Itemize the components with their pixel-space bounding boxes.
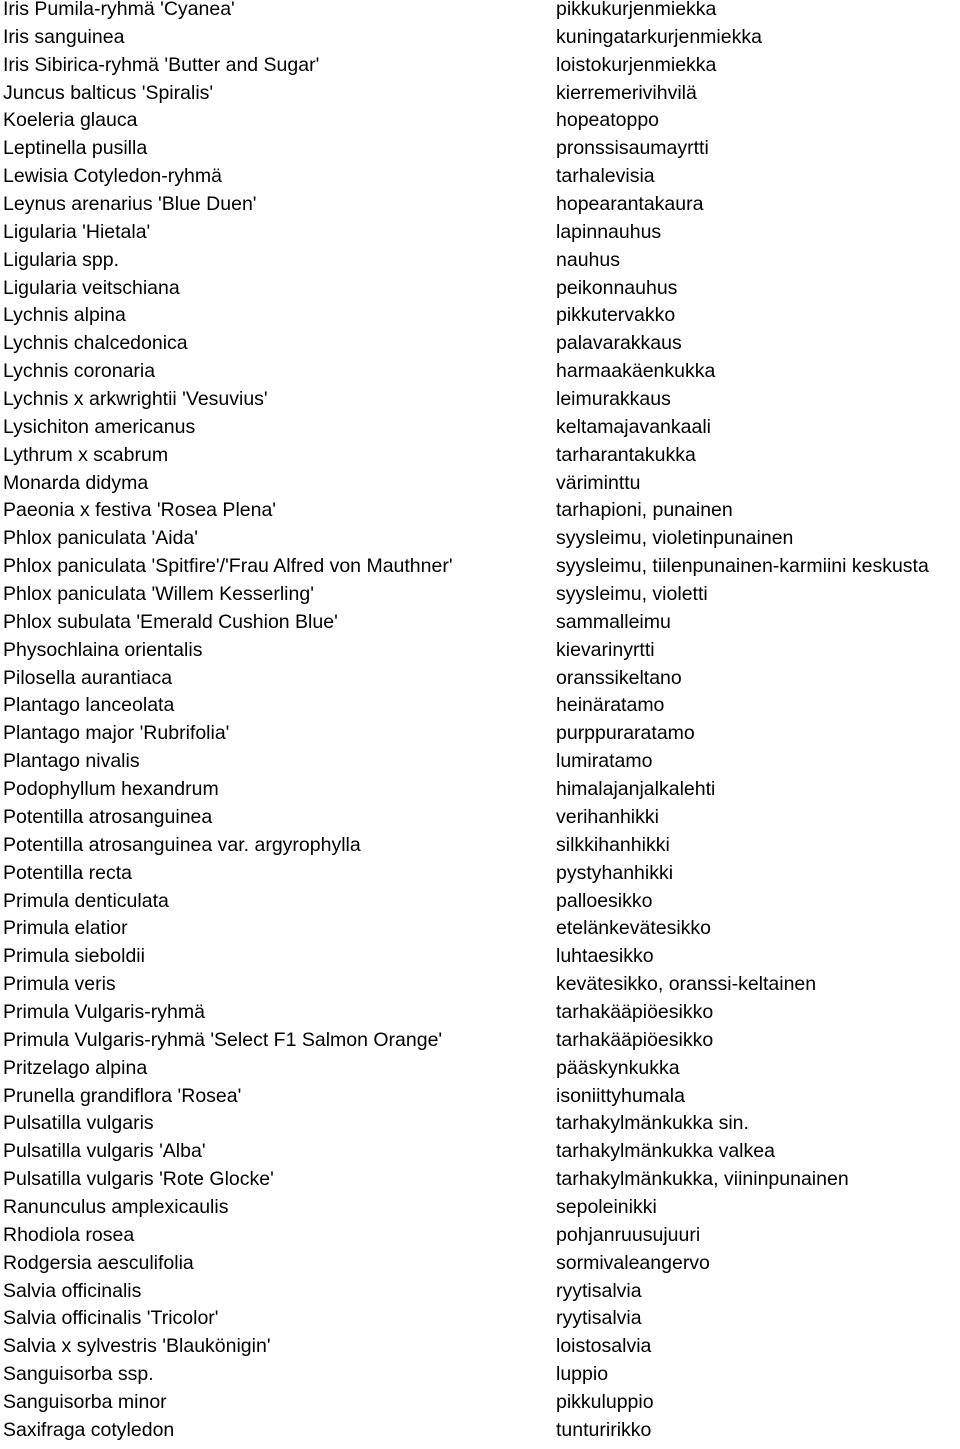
list-item bbox=[0, 696, 960, 724]
latin-name: Primula Vulgaris-ryhmä bbox=[3, 1002, 205, 1023]
list-item bbox=[0, 1003, 960, 1031]
list-item bbox=[0, 56, 960, 84]
latin-name: Pulsatilla vulgaris 'Rote Glocke' bbox=[3, 1170, 274, 1190]
finnish-name: pikkukurjenmiekka bbox=[556, 0, 717, 20]
finnish-name: kievarinyrtti bbox=[556, 640, 655, 661]
finnish-name: tarhapioni, punainen bbox=[556, 501, 733, 521]
latin-name: Ranunculus amplexicaulis bbox=[3, 1197, 229, 1218]
list-item bbox=[0, 864, 960, 892]
list-item bbox=[0, 28, 960, 56]
latin-name: Leptinella pusilla bbox=[3, 139, 148, 159]
finnish-name: tarhakylmänkukka, viininpunainen bbox=[556, 1170, 849, 1190]
latin-name: Primula veris bbox=[3, 975, 116, 995]
list-item bbox=[0, 1114, 960, 1142]
finnish-name: heinäratamo bbox=[556, 696, 665, 716]
list-item bbox=[0, 167, 960, 195]
list-item bbox=[0, 529, 960, 557]
list-item bbox=[0, 669, 960, 697]
latin-name: Potentilla atrosanguinea var. argyrophylla bbox=[3, 835, 361, 856]
latin-name: Phlox paniculata 'Willem Kesserling' bbox=[3, 585, 314, 605]
latin-name: Prunella grandiflora 'Rosea' bbox=[3, 1086, 242, 1107]
finnish-name: verihanhikki bbox=[556, 807, 659, 828]
latin-name: Phlox paniculata 'Spitfire'/'Frau Alfred von Mauthner' bbox=[3, 557, 453, 577]
finnish-name: purppuraratamo bbox=[556, 724, 695, 744]
finnish-name: loistokurjenmiekka bbox=[556, 55, 717, 76]
latin-name: Phlox subulata 'Emerald Cushion Blue' bbox=[3, 612, 338, 633]
list-item bbox=[0, 947, 960, 975]
latin-name: Rodgersia aesculifolia bbox=[3, 1253, 194, 1274]
latin-name: Podophyllum hexandrum bbox=[3, 780, 219, 800]
list-item bbox=[0, 1282, 960, 1310]
finnish-name: luppio bbox=[556, 1365, 609, 1385]
finnish-name: tarhakylmänkukka sin. bbox=[556, 1114, 749, 1134]
latin-name: Plantago nivalis bbox=[3, 752, 140, 772]
list-item bbox=[0, 0, 960, 28]
latin-name: Salvia officinalis bbox=[3, 1281, 142, 1302]
latin-name: Physochlaina orientalis bbox=[3, 640, 203, 661]
finnish-name: isoniittyhumala bbox=[556, 1086, 685, 1107]
finnish-name: tarhakääpiöesikko bbox=[556, 1002, 714, 1023]
finnish-name: nauhus bbox=[556, 250, 620, 271]
latin-name: Pulsatilla vulgaris bbox=[3, 1114, 154, 1134]
latin-name: Lychnis alpina bbox=[3, 306, 126, 326]
latin-name: Lychnis coronaria bbox=[3, 362, 156, 382]
finnish-name: tarhakääpiöesikko bbox=[556, 1030, 714, 1051]
finnish-name: tarhakylmänkukka valkea bbox=[556, 1142, 775, 1162]
latin-name: Lythrum x scabrum bbox=[3, 445, 169, 466]
latin-name: Lewisia Cotyledon-ryhmä bbox=[3, 167, 222, 187]
finnish-name: syysleimu, violetinpunainen bbox=[556, 529, 794, 549]
latin-name: Leynus arenarius 'Blue Duen' bbox=[3, 195, 257, 215]
latin-name: Plantago lanceolata bbox=[3, 696, 175, 716]
finnish-name: kuningatarkurjenmiekka bbox=[556, 27, 762, 48]
latin-name: Plantago major 'Rubrifolia' bbox=[3, 724, 230, 744]
latin-name: Phlox paniculata 'Aida' bbox=[3, 529, 198, 549]
latin-name: Potentilla recta bbox=[3, 863, 132, 884]
latin-name: Lychnis chalcedonica bbox=[3, 334, 188, 354]
list-item bbox=[0, 1393, 960, 1421]
list-item bbox=[0, 1087, 960, 1115]
finnish-name: leimurakkaus bbox=[556, 390, 671, 410]
finnish-name: syysleimu, violetti bbox=[556, 585, 708, 605]
finnish-name: hopearantakaura bbox=[556, 195, 704, 215]
finnish-name: kevätesikko, oranssi-keltainen bbox=[556, 975, 817, 995]
finnish-name: syysleimu, tiilenpunainen-karmiini keskusta bbox=[556, 557, 929, 577]
list-item bbox=[0, 334, 960, 362]
list-item bbox=[0, 1198, 960, 1226]
latin-name: Koeleria glauca bbox=[3, 111, 138, 131]
list-item bbox=[0, 1254, 960, 1282]
finnish-name: pronssisaumayrtti bbox=[556, 139, 709, 159]
finnish-name: keltamajavankaali bbox=[556, 417, 712, 438]
list-item bbox=[0, 1309, 960, 1337]
list-item bbox=[0, 975, 960, 1003]
list-item bbox=[0, 111, 960, 139]
list-item bbox=[0, 390, 960, 418]
list-item bbox=[0, 1031, 960, 1059]
finnish-name: pääskynkukka bbox=[556, 1058, 680, 1079]
finnish-name: pohjanruusujuuri bbox=[556, 1225, 701, 1246]
finnish-name: etelänkevätesikko bbox=[556, 919, 712, 939]
latin-name: Salvia x sylvestris 'Blaukönigin' bbox=[3, 1337, 271, 1357]
finnish-name: palavarakkaus bbox=[556, 334, 682, 354]
finnish-name: pystyhanhikki bbox=[556, 863, 674, 884]
list-item bbox=[0, 1170, 960, 1198]
list-item bbox=[0, 641, 960, 669]
latin-name: Ligularia veitschiana bbox=[3, 278, 180, 299]
list-item bbox=[0, 418, 960, 446]
list-item bbox=[0, 1365, 960, 1393]
list-item bbox=[0, 724, 960, 752]
list-item bbox=[0, 557, 960, 585]
finnish-name: lapinnauhus bbox=[556, 222, 662, 243]
finnish-name: väriminttu bbox=[556, 473, 641, 494]
list-item bbox=[0, 808, 960, 836]
list-item bbox=[0, 836, 960, 864]
latin-name: Iris Sibirica-ryhmä 'Butter and Sugar' bbox=[3, 55, 320, 76]
finnish-name: luhtaesikko bbox=[556, 947, 654, 967]
list-item bbox=[0, 279, 960, 307]
latin-name: Primula denticulata bbox=[3, 891, 169, 911]
list-item bbox=[0, 251, 960, 279]
latin-name: Primula sieboldii bbox=[3, 947, 145, 967]
finnish-name: tunturirikko bbox=[556, 1420, 652, 1441]
finnish-name: tarhalevisia bbox=[556, 167, 655, 187]
latin-name: Ligularia 'Hietala' bbox=[3, 222, 151, 243]
list-item bbox=[0, 752, 960, 780]
finnish-name: sormivaleangervo bbox=[556, 1253, 710, 1274]
latin-name: Pilosella aurantiaca bbox=[3, 668, 173, 689]
latin-name: Lychnis x arkwrightii 'Vesuvius' bbox=[3, 390, 268, 410]
finnish-name: oranssikeltano bbox=[556, 668, 682, 689]
list-item bbox=[0, 919, 960, 947]
list-item bbox=[0, 1059, 960, 1087]
latin-name: Pritzelago alpina bbox=[3, 1058, 148, 1079]
latin-name: Saxifraga cotyledon bbox=[3, 1420, 175, 1441]
latin-name: Ligularia spp. bbox=[3, 250, 119, 271]
latin-name: Lysichiton americanus bbox=[3, 417, 196, 438]
latin-name: Rhodiola rosea bbox=[3, 1225, 135, 1246]
finnish-name: pikkutervakko bbox=[556, 306, 676, 326]
latin-name: Pulsatilla vulgaris 'Alba' bbox=[3, 1142, 206, 1162]
finnish-name: sammalleimu bbox=[556, 612, 671, 633]
list-item bbox=[0, 474, 960, 502]
latin-name: Primula elatior bbox=[3, 919, 128, 939]
list-item bbox=[0, 585, 960, 613]
finnish-name: lumiratamo bbox=[556, 752, 653, 772]
latin-name: Iris Pumila-ryhmä 'Cyanea' bbox=[3, 0, 235, 20]
finnish-name: ryytisalvia bbox=[556, 1309, 642, 1329]
list-item bbox=[0, 613, 960, 641]
latin-name: Juncus balticus 'Spiralis' bbox=[3, 83, 214, 104]
latin-name: Paeonia x festiva 'Rosea Plena' bbox=[3, 501, 277, 521]
latin-name: Primula Vulgaris-ryhmä 'Select F1 Salmon Orange' bbox=[3, 1030, 443, 1051]
finnish-name: loistosalvia bbox=[556, 1337, 652, 1357]
list-item bbox=[0, 892, 960, 920]
latin-name: Monarda didyma bbox=[3, 473, 149, 494]
finnish-name: palloesikko bbox=[556, 891, 653, 911]
list-item bbox=[0, 501, 960, 529]
finnish-name: hopeatoppo bbox=[556, 111, 660, 131]
finnish-name: harmaakäenkukka bbox=[556, 362, 716, 382]
finnish-name: kierremerivihvilä bbox=[556, 83, 697, 104]
list-item bbox=[0, 195, 960, 223]
latin-name: Salvia officinalis 'Tricolor' bbox=[3, 1309, 219, 1329]
finnish-name: ryytisalvia bbox=[556, 1281, 642, 1302]
list-item bbox=[0, 139, 960, 167]
latin-name: Sanguisorba ssp. bbox=[3, 1365, 154, 1385]
latin-name: Potentilla atrosanguinea bbox=[3, 807, 213, 828]
list-item bbox=[0, 780, 960, 808]
finnish-name: sepoleinikki bbox=[556, 1197, 657, 1218]
finnish-name: peikonnauhus bbox=[556, 278, 678, 299]
finnish-name: pikkuluppio bbox=[556, 1392, 654, 1413]
list-item bbox=[0, 1226, 960, 1254]
list-item bbox=[0, 1142, 960, 1170]
list-item bbox=[0, 223, 960, 251]
finnish-name: silkkihanhikki bbox=[556, 835, 670, 856]
latin-name: Sanguisorba minor bbox=[3, 1392, 167, 1413]
finnish-name: himalajanjalkalehti bbox=[556, 780, 716, 800]
latin-name: Iris sanguinea bbox=[3, 27, 125, 48]
list-item bbox=[0, 1337, 960, 1365]
list-item bbox=[0, 306, 960, 334]
list-item bbox=[0, 446, 960, 474]
finnish-name: tarharantakukka bbox=[556, 445, 696, 466]
list-item bbox=[0, 1421, 960, 1449]
list-item bbox=[0, 362, 960, 390]
list-item bbox=[0, 84, 960, 112]
